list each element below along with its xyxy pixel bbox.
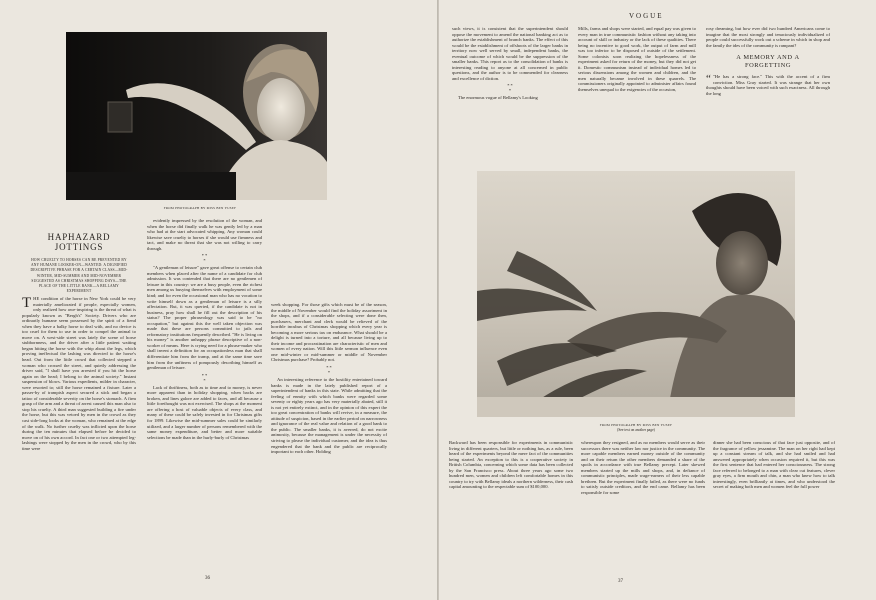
bottom-column-3: [713, 440, 835, 568]
paragraph-superintendent: such views, it is consistent that the superintendent should oppose the movement to amend the national banking act as to authorize the establishment of branch banks. The effect of this would be the establishment of offshoots of the larger banks in territory now well served by small, independent banks, the eventual outcome of which would be the suppression of the smaller banks. This report as to the consolidation of banks is interesting reading to anyone at all concerned in public questions, and the author is to be commended for clearness and excellence of diction.: [452, 26, 568, 81]
section-ornament: * * *: [201, 372, 208, 383]
photo-illustration-2: [477, 171, 795, 417]
paragraph-mills: Mills, farms and shops were started, and equal pay was given to every man in true communistic fashion without any taking into account of skill or industry or the lack of these qualities. There being no incentive to good work, the output of farm and mill was too inferior to be disposed of outside of the settlement. Some colonists soon realizing the hopelessness of the experiment asked for return of the money, but they did not get it. Domestic communism instead of individual homes led to serious dissensions among the women and children, and the men naturally became involved in these quarrels. The commissioners originally appointed to administer affairs found themselves unequal to the exigencies of the occasion,: [578, 26, 696, 93]
right-page: [439, 0, 876, 600]
bottom-column-2: [581, 440, 705, 568]
section-ornament: * * *: [507, 83, 513, 94]
paragraph-horse: evidently impressed by the resolution of the woman, and when the horse did finally walk he was gently led by a man who had at the start advocated whipping. Any woman could likewise save cruelty to horses if she would use firmness and tact, and make no threat that she was not willing to carry through.: [147, 218, 262, 251]
left-column-2: [147, 218, 262, 568]
story-heading: A MEMORY AND A FORGETTING: [736, 54, 800, 70]
paragraph-christmas: week shopping. For those gifts which must be of the season, the middle of November would find the holiday assortment in the shops, and if a considerable selecting were done then, purchasers, merchant and clerk would be relieved of the horrible incubus of Christmas shopping which every year is becoming a more serious tax on endurance. What should be a delight is turned into a torture, and all because living up to their income and procrastination are characteristic of men and women of every nation. Will this little sermon influence even one mid-winter or mid-summer or middle of November Christmas purchase? Probably not.: [271, 302, 387, 363]
column-text: HE condition of the horse in New York could be very materially ameliorated if people, especially women, only realized how awe-inspiring is the threat of what is popularly known as "Bergh's" Society. Drivers who are ordinarily humane seem possessed by the spirit of a fiend when they have a balky horse to deal with, and no device is too cruel for them to use in order to compel the animal to move on. A west-side street was lately the scene of horse stubbornness, and the driver after a little patient waiting began hitting the horse with the whip about the legs, which proving ineffectual the lashing was directed to the horse's head. Out from the little crowd that collected stepped a woman who crossed the street, and quietly addressing the driver said, "I shall have you arrested if you hit the horse again on the head; I belong to the animal society." Instant suspension of blows. Various expedients, milder in character, were resorted to; still the horse remained a fixture. Later a passer-by of trampish aspect secured a stick and began a tattoo of considerable severity on the horse's stomach. A firm grasp of the arm and a threat of arrest caused this man also to stop his cruelty. A third man suggested building a fire under the horse, but this was vetoed by men in the crowd as they cast side-long looks at the woman, who remained at the edge of the walk. No further cruelty was inflicted upon the horse during the ten minutes that elapsed before he decided to move on of his own accord. In fact one or two attempted leg-lashings were stopped by the men in the crowd, who by this time were: [22, 296, 136, 451]
left-column-1: [22, 296, 136, 566]
section-ornament: * * *: [201, 253, 208, 264]
paragraph-bellamy: The enormous vogue of Bellamy's Looking: [458, 95, 538, 101]
right-column-3: [706, 26, 830, 150]
left-column-3: [271, 302, 387, 568]
paragraph-backward: Backward has been responsible for experiments in communistic living in different quarters, but little or nothing has, as a rule, been heard of the experiments beyond the mere fact of the communities being started. An exception to this is a cooperative society in British Columbia, concerning which some data has been collected by the San Francisco press. About three years ago some two hundred men, women and children left comfortable homes in this country to try with Bellamy ideals a northern wilderness, their cash capital amounting to the respectable sum of $100,000.: [449, 440, 573, 490]
article-title: [22, 232, 136, 294]
running-head: VOGUE: [629, 12, 664, 20]
woman-with-flowers-photo: [477, 171, 795, 417]
section-ornament: * * *: [326, 365, 332, 376]
page-number-right: 37: [618, 579, 623, 584]
drop-cap: “: [706, 73, 711, 86]
paragraph-resigned: whereupon they resigned, and as no members would serve as their successors there was neither law nor justice in the community. The more capable members earned money outside of the community and on their return the other members demanded a share of the spoils in accordance with true Bellamy precept. Later skewed members started up the mills and shops, and, in defiance of communistic principles, made wage-earners of their less capable brethren. But the experiment finally failed, as there were no funds to satisfy outside creditors, and the end came. Bellamy has been responsible for some: [581, 440, 705, 495]
article-subhead: HOW CRUELTY TO HORSES CAN BE PREVENTED BY ANY HUMANE LOOKER-ON—WANTED: A DIGNIFIED DESCRIPTIVE PHRASE FOR A CERTAIN CLASS—MID-WINTER, MID-SUMMER AND MID-NOVEMBER SUGGESTED AS CHRISTMAS SHOPPING DAYS—THE PLACE OF THE LITTLE BANK—A BELLAMY EXPERIMENT: [30, 258, 128, 294]
right-column-2: [578, 26, 696, 150]
paragraph-banks: An interesting reference to the hostility entertained toward banks is made in the lately published report of a superintendent of banks in this state. While admitting that the feeling of enmity with which banks were regarded some seventy or eighty years ago has very materially abated, still it is not yet entirely extinct, and in the opinion of this expert the too great concentration of banks will revive, in a measure, the attitude of suspicion, based in the earlier period on narrowness and ignorance of the real value and relation of a good bank to the public. The smaller banks, it is averred, do not excite animosity, because the management is under the necessity of striving to please the individual customer, and the idea is thus engendered that the bank and the public are reciprocally important to each other. Holding: [271, 377, 387, 455]
paragraph-dinner: dinner she had been conscious of that face just opposite, and of the fragrance of yellow jessamine. The man on her right had kept up a constant stream of talk, and she had smiled and had answered appropriately when occasion required it, but this was the first sentence that had entered her consciousness. The strong face referred to belonged to a man with clear cut features, clever gray eyes, a firm mouth and chin, a man who knew how to talk interestingly, even brilliantly at times, and who understood the secret of making both men and women feel the full power: [713, 440, 835, 490]
photo-illustration: [66, 32, 327, 200]
page-number: 36: [205, 576, 210, 581]
paragraph-shopping: Lack of thriftiness, both as to time and to money, is never more apparent than in holiday shopping, when backs are broken, and lines galore are added to faces, and all because a little forethought was not exercised. The shops at the moment are offering a host of valuable objects of every class, and many of these could be safely invested in for Christmas gifts for 1899. Likewise the mid-summer sales could be similarly utilized, and a larger number of persons remembered with the same money expenditure, and better and more suitable selections be made than in the hurly-burly of Christmas: [147, 384, 262, 440]
paragraph-rosy: rosy dreaming, but how ever did two hundred Americans come to imagine that the most strongly and tenaciously individualized of people could successfully work out a scheme in which in shop and the family the ides of the community is rampant?: [706, 26, 830, 48]
woman-with-pitcher-photo: [66, 32, 327, 200]
drop-cap: T: [22, 296, 32, 311]
left-page: [0, 0, 437, 600]
title-text: HAPHAZARD JOTTINGS: [47, 232, 111, 252]
photo-note: (See text on another page): [617, 428, 655, 432]
photo-credit-2: FROM PHOTOGRAPH BY MISS BEN YUSEF: [599, 423, 673, 427]
story-opening: "He has a strong face." This with the accent of a firm conviction. Miss Gray started. It was strange that her own thoughts should have been voiced with such exactness. All through the long: [706, 74, 830, 96]
paragraph-leisure: "A gentleman of leisure" gave great offense to certain club members when placed after the name of a candidate for club admission. It was contended that there are no gentlemen of leisure in this country: we are a busy people, even the richest men among us busying themselves with employment of some kind; and for even the occasional man who has no vocation to write himself down as a gentleman of leisure is a silly affectation. But, it was queried, if the candidate is not in business, pray how shall he fill out the description of his status? The proper phraseology was said to be "no occupation," but against this the well taken objection was made that these are persons committed to jails and reformatory institutions frequently described. "He is living on his money" is another unhappy phrase descriptive of a non-worker of means. Here is crying need for a phrase-maker who shall invent a definition for an occupationless man that shall differentiate him from the tramp, and at the same time save him from the unfitness of pompously describing himself as gentleman of leisure.: [147, 265, 262, 371]
photo-credit: FROM PHOTOGRAPH BY MISS BEN YUSEF: [163, 206, 237, 210]
bottom-column-1: [449, 440, 573, 568]
right-column-1: [452, 26, 568, 150]
